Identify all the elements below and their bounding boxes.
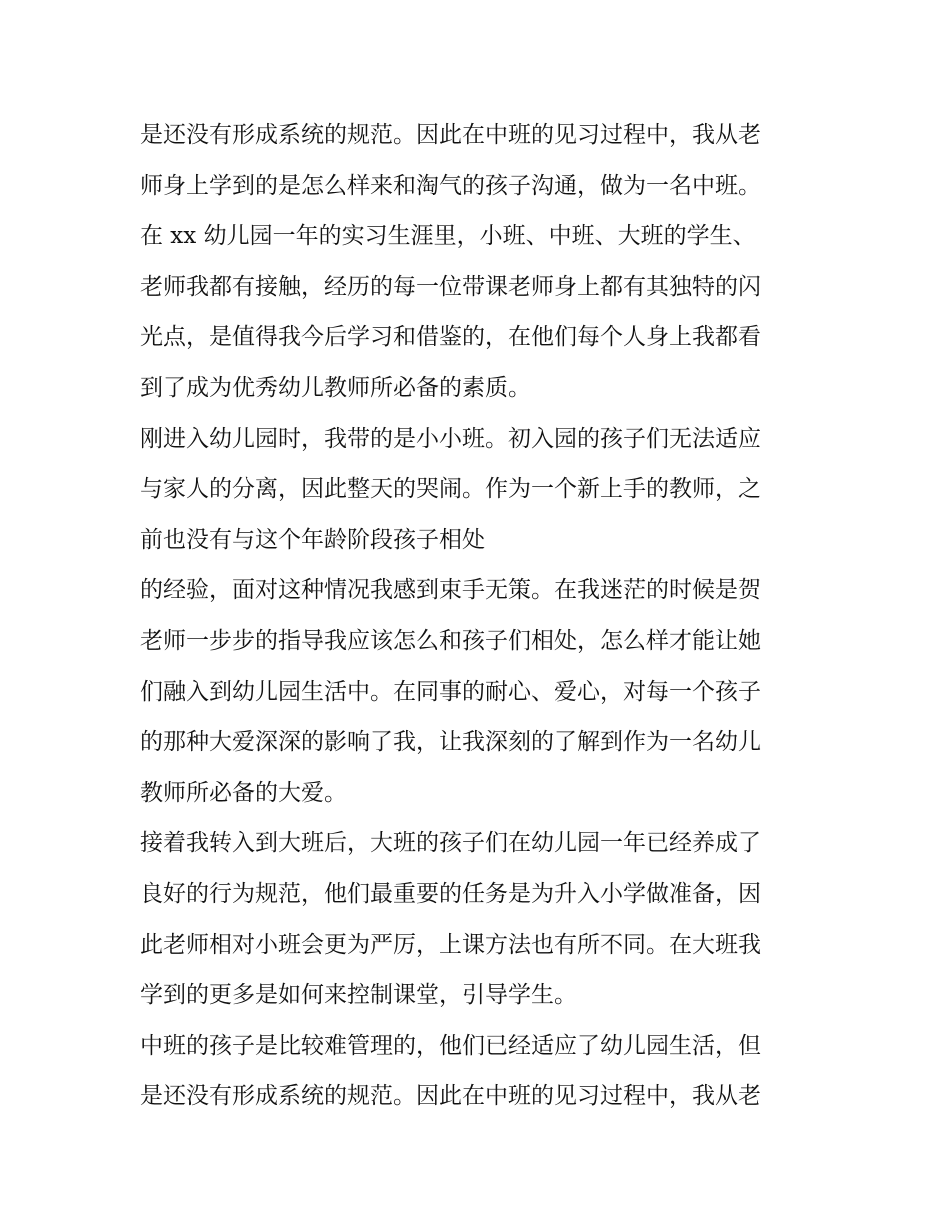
text-line: 在 xx 幼儿园一年的实习生涯里，小班、中班、大班的学生、 <box>140 223 756 250</box>
text-line: 良好的行为规范，他们最重要的任务是为升入小学做准备，因 <box>140 880 761 907</box>
text-line: 师身上学到的是怎么样来和淘气的孩子沟通，做为一名中班。 <box>140 172 761 199</box>
text-line: 学到的更多是如何来控制课堂，引导学生。 <box>140 982 577 1009</box>
text-line: 与家人的分离，因此整天的哭闹。作为一个新上手的教师，之 <box>140 476 761 503</box>
text-line: 是还没有形成系统的规范。因此在中班的见习过程中，我从老 <box>140 1083 761 1110</box>
text-line: 接着我转入到大班后，大班的孩子们在幼儿园一年已经养成了 <box>140 830 761 857</box>
text-line: 们融入到幼儿园生活中。在同事的耐心、爱心，对每一个孩子 <box>140 678 761 705</box>
text-line: 的经验，面对这种情况我感到束手无策。在我迷茫的时候是贺 <box>140 577 761 604</box>
text-line: 前也没有与这个年龄阶段孩子相处 <box>140 526 485 553</box>
text-line: 老师一步步的指导我应该怎么和孩子们相处，怎么样才能让她 <box>140 627 761 654</box>
text-line: 的那种大爱深深的影响了我，让我深刻的了解到作为一名幼儿 <box>140 729 761 756</box>
text-line: 教师所必备的大爱。 <box>140 779 347 806</box>
text-line: 是还没有形成系统的规范。因此在中班的见习过程中，我从老 <box>140 122 761 148</box>
text-line: 老师我都有接触，经历的每一位带课老师身上都有其独特的闪 <box>140 273 761 300</box>
text-line: 到了成为优秀幼儿教师所必备的素质。 <box>140 374 531 401</box>
body-text <box>140 110 820 1122</box>
text-line: 此老师相对小班会更为严厉，上课方法也有所不同。在大班我 <box>140 931 761 958</box>
text-line: 光点，是值得我今后学习和借鉴的，在他们每个人身上我都看 <box>140 324 761 351</box>
text-line: 刚进入幼儿园时，我带的是小小班。初入园的孩子们无法适应 <box>140 425 761 452</box>
text-line: 中班的孩子是比较难管理的，他们已经适应了幼儿园生活，但 <box>140 1032 761 1059</box>
